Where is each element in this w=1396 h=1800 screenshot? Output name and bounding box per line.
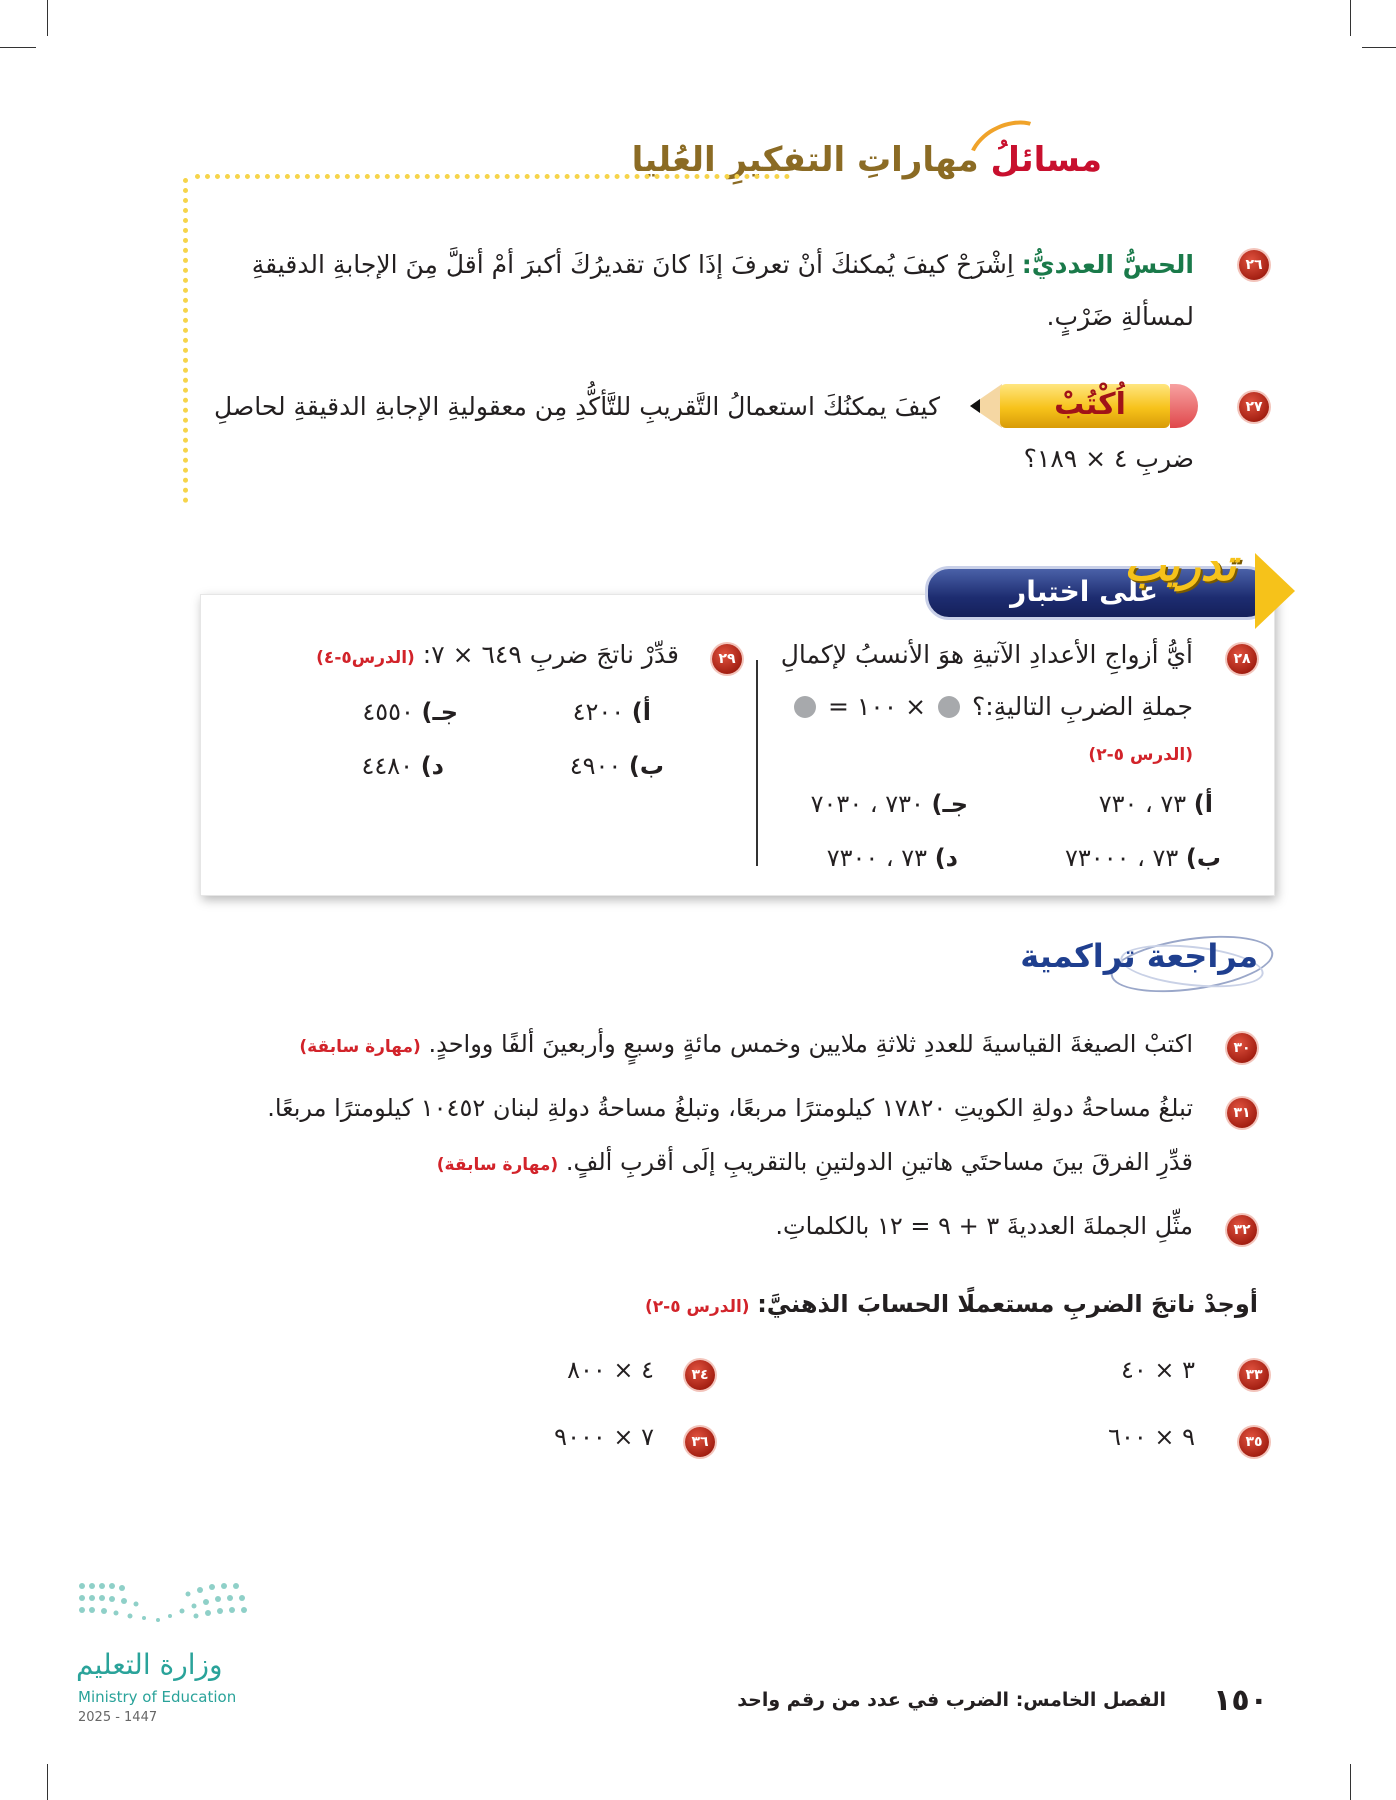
answer-choice[interactable] <box>1099 790 1213 818</box>
answer-choice[interactable] <box>827 844 958 872</box>
answer-choice[interactable] <box>570 752 664 780</box>
question-26 <box>194 240 1194 290</box>
choice-text: ٤٥٥٠ <box>362 698 414 726</box>
question-number-29: ٢٩ <box>712 644 742 674</box>
mental-math-instruction-text: أوجدْ ناتجَ الضربِ مستعملًا الحسابَ الذهنيَّ: <box>757 1290 1258 1318</box>
question-number-36: ٣٦ <box>685 1427 715 1457</box>
dotted-border-left <box>183 178 188 503</box>
question-30-skill-ref: (مهارة سابقة) <box>299 1037 421 1057</box>
choice-text: ٤٤٨٠ <box>361 752 414 780</box>
answer-choice[interactable] <box>811 790 968 818</box>
question-32-text: مثِّلِ الجملةَ العدديةَ ٣ + ٩ = ١٢ بالكلماتِ. <box>775 1212 1193 1240</box>
choice-text: ٤٩٠٠ <box>569 752 622 780</box>
crop-mark <box>0 47 36 48</box>
question-31-line2-text: قدِّرِ الفرقَ بينَ مساحتَي هاتينِ الدولتينِ بالتقريبِ إلَى أقربِ ألفٍ. <box>565 1148 1193 1176</box>
answer-choice[interactable] <box>573 698 651 726</box>
question-29 <box>316 640 679 669</box>
question-29-lesson-ref: (الدرس٥-٤) <box>316 648 415 668</box>
cumulative-review-title: مراجعة تراكمية <box>1020 937 1258 975</box>
mental-math-lesson-ref: (الدرس ٥-٢) <box>644 1297 750 1317</box>
question-29-text: قدِّرْ ناتجَ ضربِ ٦٤٩ × ٧: <box>422 640 679 669</box>
choice-label: أ) <box>1193 790 1213 818</box>
ministry-name-english: Ministry of Education <box>78 1688 237 1706</box>
question-number-32: ٣٢ <box>1227 1215 1257 1245</box>
question-30 <box>299 1030 1193 1058</box>
question-35-expression: ٩ × ٦٠٠ <box>1108 1423 1195 1451</box>
answer-choice[interactable] <box>1065 844 1221 872</box>
question-27-line2: ضربِ ٤ × ١٨٩؟ <box>1023 444 1194 473</box>
choice-text: ٧٣ ، ٧٣٠ <box>1098 790 1187 818</box>
question-number-28: ٢٨ <box>1227 644 1257 674</box>
choice-label: ب) <box>1185 844 1221 872</box>
blank-circle-icon <box>794 696 816 718</box>
question-26-line1: اِشْرَحْ كيفَ يُمكنكَ أنْ تعرفَ إذَا كانَ تقديرُكَ أكبرَ أمْ أقلَّ مِنَ الإجابةِ الدقيقةِ <box>251 250 1014 279</box>
crop-mark <box>47 1764 48 1800</box>
answer-choice[interactable] <box>362 698 458 726</box>
question-28-line2-text: جملةِ الضربِ التاليةِ:؟ <box>971 692 1193 721</box>
page-number: ١٥٠ <box>1213 1683 1268 1718</box>
crop-mark <box>47 0 48 36</box>
choice-text: ٧٣ ، ٧٣٠٠٠ <box>1065 844 1179 872</box>
mental-math-instruction <box>645 1290 1258 1318</box>
crop-mark <box>1362 47 1396 48</box>
question-28-line2 <box>790 692 1193 721</box>
answer-choice[interactable] <box>362 752 445 780</box>
test-practice-banner-text: على اختبار <box>1010 575 1158 608</box>
question-number-35: ٣٥ <box>1239 1427 1269 1457</box>
chapter-label: الفصل الخامس: <box>1015 1689 1166 1711</box>
ministry-year: 2025 - 1447 <box>78 1710 158 1725</box>
blank-circle-icon <box>938 696 960 718</box>
question-number-26: ٢٦ <box>1239 250 1269 280</box>
banner-arrow-icon <box>1255 553 1295 629</box>
question-34-expression: ٤ × ٨٠٠ <box>567 1356 654 1384</box>
chapter-footer <box>737 1689 1166 1711</box>
crop-mark <box>1350 0 1351 36</box>
question-number-34: ٣٤ <box>685 1360 715 1390</box>
choice-label: جـ) <box>421 698 458 726</box>
write-label: اُكْتُبْ <box>1054 387 1126 422</box>
question-30-text: اكتبْ الصيغةَ القياسيةَ للعددِ ثلاثةِ ملايين وخمس مائةٍ وسبعٍ وأربعينَ ألفًا وواحدٍ. <box>428 1030 1193 1058</box>
crop-mark <box>1350 1764 1351 1800</box>
question-28-lesson-ref: (الدرس ٥-٢) <box>1088 745 1193 765</box>
question-36-expression: ٧ × ٩٠٠٠ <box>554 1423 654 1451</box>
choice-text: ٤٢٠٠ <box>572 698 625 726</box>
chapter-title: الضرب في عدد من رقم واحد <box>737 1689 1010 1711</box>
dotted-border-top <box>195 174 790 179</box>
test-column-divider <box>756 660 758 866</box>
pencil-lead-shape <box>970 399 980 413</box>
write-pencil-icon <box>970 384 1198 428</box>
ministry-name-arabic: وزارة التعليم <box>76 1648 223 1681</box>
question-28-equation: × ١٠٠ = <box>827 692 927 721</box>
question-31-line2 <box>437 1148 1193 1176</box>
section-title-red: مسائلُ <box>990 140 1102 180</box>
choice-label: ب) <box>628 752 664 780</box>
pencil-eraser-shape <box>1170 384 1198 428</box>
choice-text: ٧٣٠ ، ٧٠٣٠ <box>810 790 924 818</box>
question-33-expression: ٣ × ٤٠ <box>1120 1356 1195 1384</box>
question-31-line1: تبلغُ مساحةُ دولةِ الكويتِ ١٧٨٢٠ كيلومترًا مربعًا، وتبلغُ مساحةُ دولةِ لبنان ١٠٤٥٢ كيلومترًا مربعًا. <box>267 1094 1193 1122</box>
question-number-30: ٣٠ <box>1227 1033 1257 1063</box>
choice-label: د) <box>420 752 444 780</box>
question-31-skill-ref: (مهارة سابقة) <box>436 1155 559 1175</box>
ministry-logo-dots-icon <box>78 1580 248 1640</box>
choice-label: جـ) <box>931 790 968 818</box>
question-27-line1: كيفَ يمكنُكَ استعمالُ التَّقريبِ للتَّأكُّدِ مِن معقوليةِ الإجابةِ الدقيقةِ لحاصلِ <box>214 392 940 421</box>
question-number-33: ٣٣ <box>1239 1360 1269 1390</box>
question-number-31: ٣١ <box>1227 1098 1257 1128</box>
choice-label: أ) <box>631 698 651 726</box>
choice-text: ٧٣ ، ٧٣٠٠ <box>826 844 928 872</box>
question-26-line2: لمسألةِ ضَرْبٍ. <box>1046 302 1194 331</box>
question-number-27: ٢٧ <box>1239 392 1269 422</box>
question-28-line1: أيُّ أزواجِ الأعدادِ الآتيةِ هوَ الأنسبُ لإكمالِ <box>780 640 1193 669</box>
choice-label: د) <box>934 844 958 872</box>
test-practice-script-title: تدريب <box>1123 540 1236 591</box>
number-sense-label: الحسُّ العدديُّ: <box>1021 250 1194 279</box>
section-title-gold: مهاراتِ التفكيرِ العُليا <box>631 140 979 180</box>
